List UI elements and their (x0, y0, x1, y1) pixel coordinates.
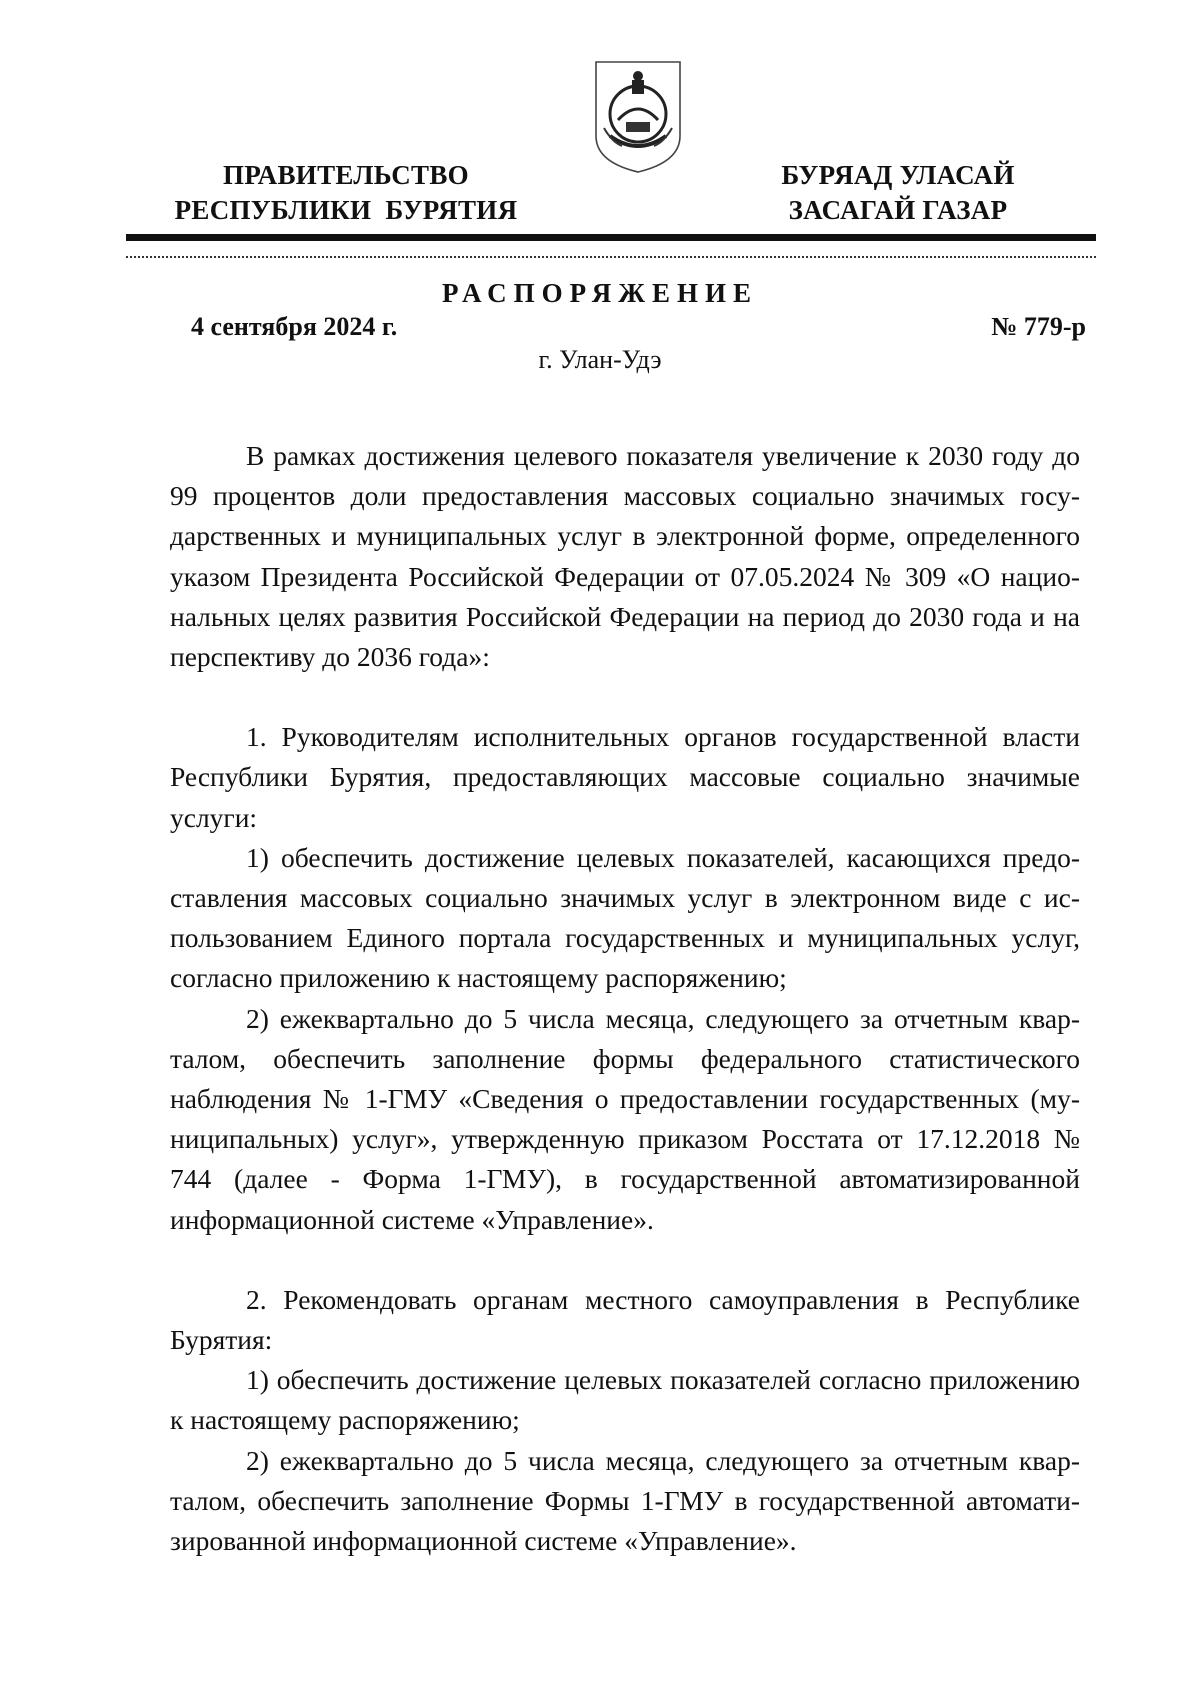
government-name-russian (156, 158, 536, 228)
document-city: г. Улан-Удэ (538, 345, 662, 374)
government-name-buryat (738, 158, 1058, 228)
header-left-line1: ПРАВИТЕЛЬСТВО (223, 160, 469, 190)
item-2-sub-1: 1) обеспечить достижение целевых показателей согласно приложению к настоящему распоряжению; (170, 1364, 1080, 1436)
document-title: РАСПОРЯЖЕНИЕ (441, 278, 759, 308)
header-right-line2: ЗАСАГАЙ ГАЗАР (788, 195, 1008, 225)
item-1-sub-1: 1) обеспечить достижение целевых показателей, касающихся предоставления массовых социально значимых услуг в электронном виде с использованием Единого портала государственных и муниципальных услуг, согласно приложению к настоящему распоряжению; (170, 841, 1080, 994)
document-number: № 779-р (991, 312, 1086, 341)
item-2-heading: 2. Рекомендовать органам местного самоуправления в Республике Бурятия: (170, 1283, 1080, 1356)
header-left-line2: РЕСПУБЛИКИ БУРЯТИЯ (174, 195, 518, 225)
item-1-sub-2: 2) ежеквартально до 5 числа месяца, следующего за отчетным кварталом, обеспечить заполнение формы федерального статистического наблюдения № 1-ГМУ «Сведения о предоставлении государственных (муниципальных) услуг», утвержденную приказом Росстата от 17.12.2018 № 744 (далее - Форма 1-ГМУ), в государственной автоматизированной информационной системе «Управление». (170, 1002, 1080, 1235)
item-1-heading: 1. Руководителям исполнительных органов государственной власти Республики Бурятия, предоставляющих массовые социально значимые услуги: (170, 721, 1080, 833)
preamble-paragraph: В рамках достижения целевого показателя увеличение к 2030 году до 99 процентов доли предоставления массовых социально значимых государственных и муниципальных услуг в электронной форме, определенного указом Президента Российской Федерации от 07.05.2024 № 309 «О национальных целях развития Российской Федерации на период до 2030 года и на перспективу до 2036 года»: (170, 440, 1080, 673)
item-2-sub-2: 2) ежеквартально до 5 числа месяца, следующего за отчетным кварталом, обеспечить заполнение Формы 1-ГМУ в государственной автоматизированной информационной системе «Управление». (170, 1444, 1080, 1557)
coat-of-arms-icon (592, 58, 684, 176)
header-right-line1: БУРЯАД УЛАСАЙ (781, 160, 1015, 190)
header-divider-thin (126, 256, 1096, 258)
document-date: 4 сентября 2024 г. (191, 312, 398, 341)
document-body (170, 436, 1080, 1561)
header-divider-thick (126, 234, 1096, 241)
